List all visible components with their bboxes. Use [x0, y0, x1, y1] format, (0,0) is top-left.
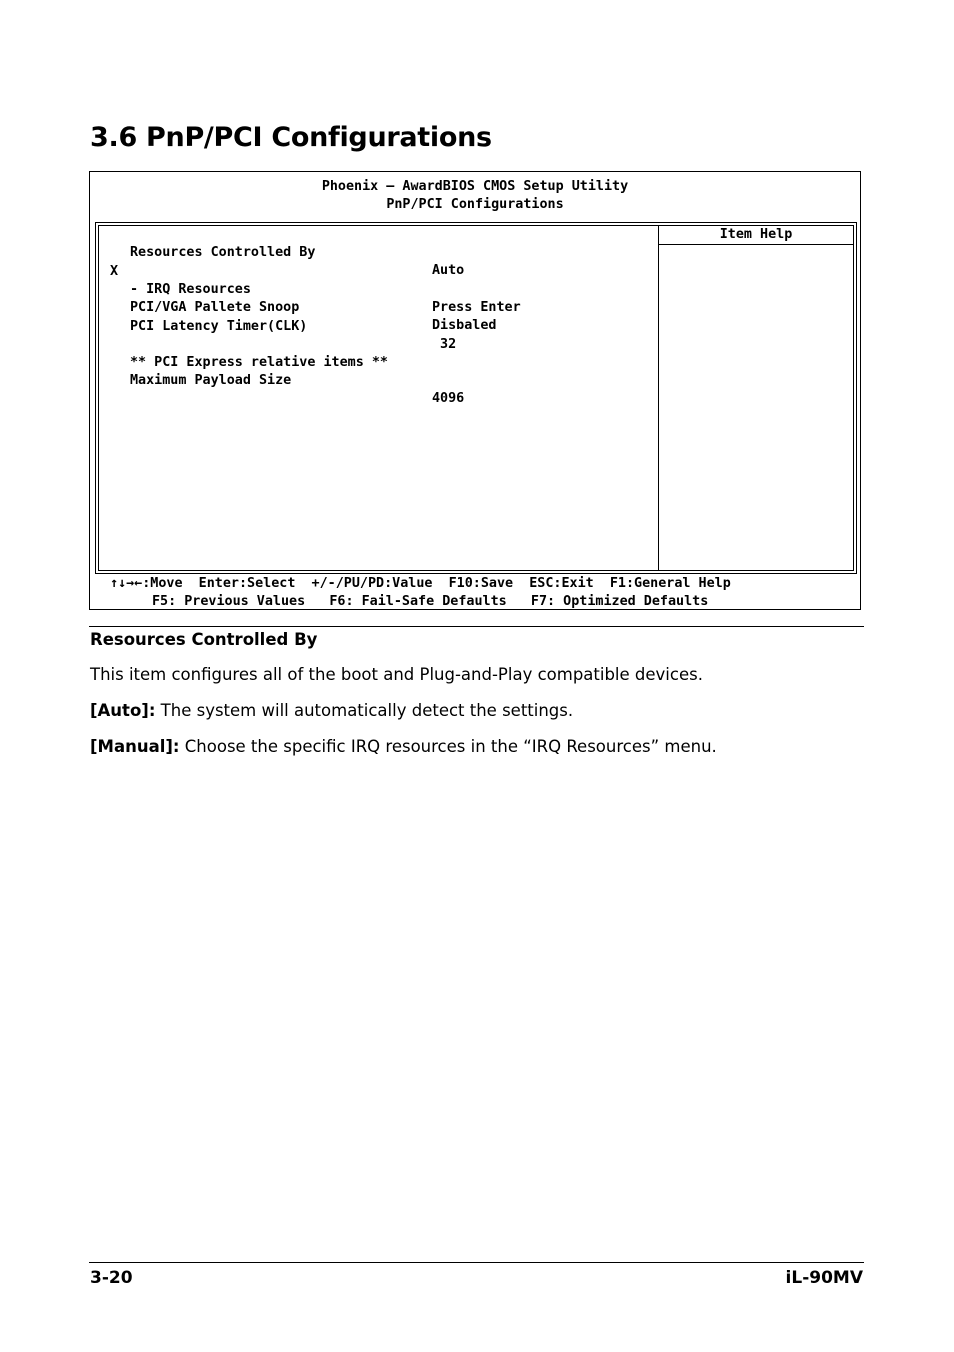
- item-label: Maximum Payload Size: [130, 373, 292, 388]
- item-help-title: Item Help: [659, 226, 853, 245]
- item-label: Resources Controlled By: [130, 245, 316, 260]
- option-text: Choose the specific IRQ resources in the “IRQ Resources” menu.: [179, 737, 717, 756]
- description-heading: Resources Controlled By: [90, 630, 318, 649]
- model-name: iL-90MV: [785, 1268, 863, 1288]
- item-value[interactable]: 32: [432, 337, 457, 352]
- bios-key-help-line2: F5: Previous Values F6: Fail-Safe Defaults F7: Optimized Defaults: [152, 594, 709, 609]
- item-help-panel: [658, 226, 853, 570]
- divider-top: [89, 626, 864, 627]
- item-disabled-marker: X: [110, 264, 119, 279]
- description-intro: This item configures all of the boot and Plug-and-Play compatible devices.: [90, 665, 703, 684]
- option-name: [Manual]:: [90, 737, 180, 756]
- item-label: PCI/VGA Pallete Snoop: [130, 300, 300, 315]
- item-value[interactable]: Disbaled: [432, 318, 497, 333]
- bios-main-panel: [95, 222, 857, 574]
- item-label: - IRQ Resources: [130, 282, 251, 297]
- item-value[interactable]: 4096: [432, 391, 465, 406]
- bios-screen: [89, 171, 861, 610]
- bios-panel-inner: [98, 225, 854, 571]
- section-label: ** PCI Express relative items **: [130, 355, 388, 370]
- option-auto: [90, 701, 573, 720]
- page-number: 3-20: [90, 1268, 133, 1288]
- item-value[interactable]: Auto: [432, 263, 465, 278]
- option-name: [Auto]:: [90, 701, 156, 720]
- bios-page-title: PnP/PCI Configurations: [386, 197, 564, 212]
- option-manual: [90, 737, 717, 756]
- divider-bottom: [89, 1262, 864, 1263]
- bios-utility-title: Phoenix – AwardBIOS CMOS Setup Utility: [321, 179, 629, 194]
- item-value[interactable]: Press Enter: [432, 300, 521, 315]
- option-text: The system will automatically detect the settings.: [155, 701, 574, 720]
- item-label: PCI Latency Timer(CLK): [130, 319, 308, 334]
- page-title: 3.6 PnP/PCI Configurations: [90, 122, 492, 153]
- bios-key-help-line1: ↑↓→←:Move Enter:Select +/-/PU/PD:Value F10:Save ESC:Exit F1:General Help: [110, 576, 731, 591]
